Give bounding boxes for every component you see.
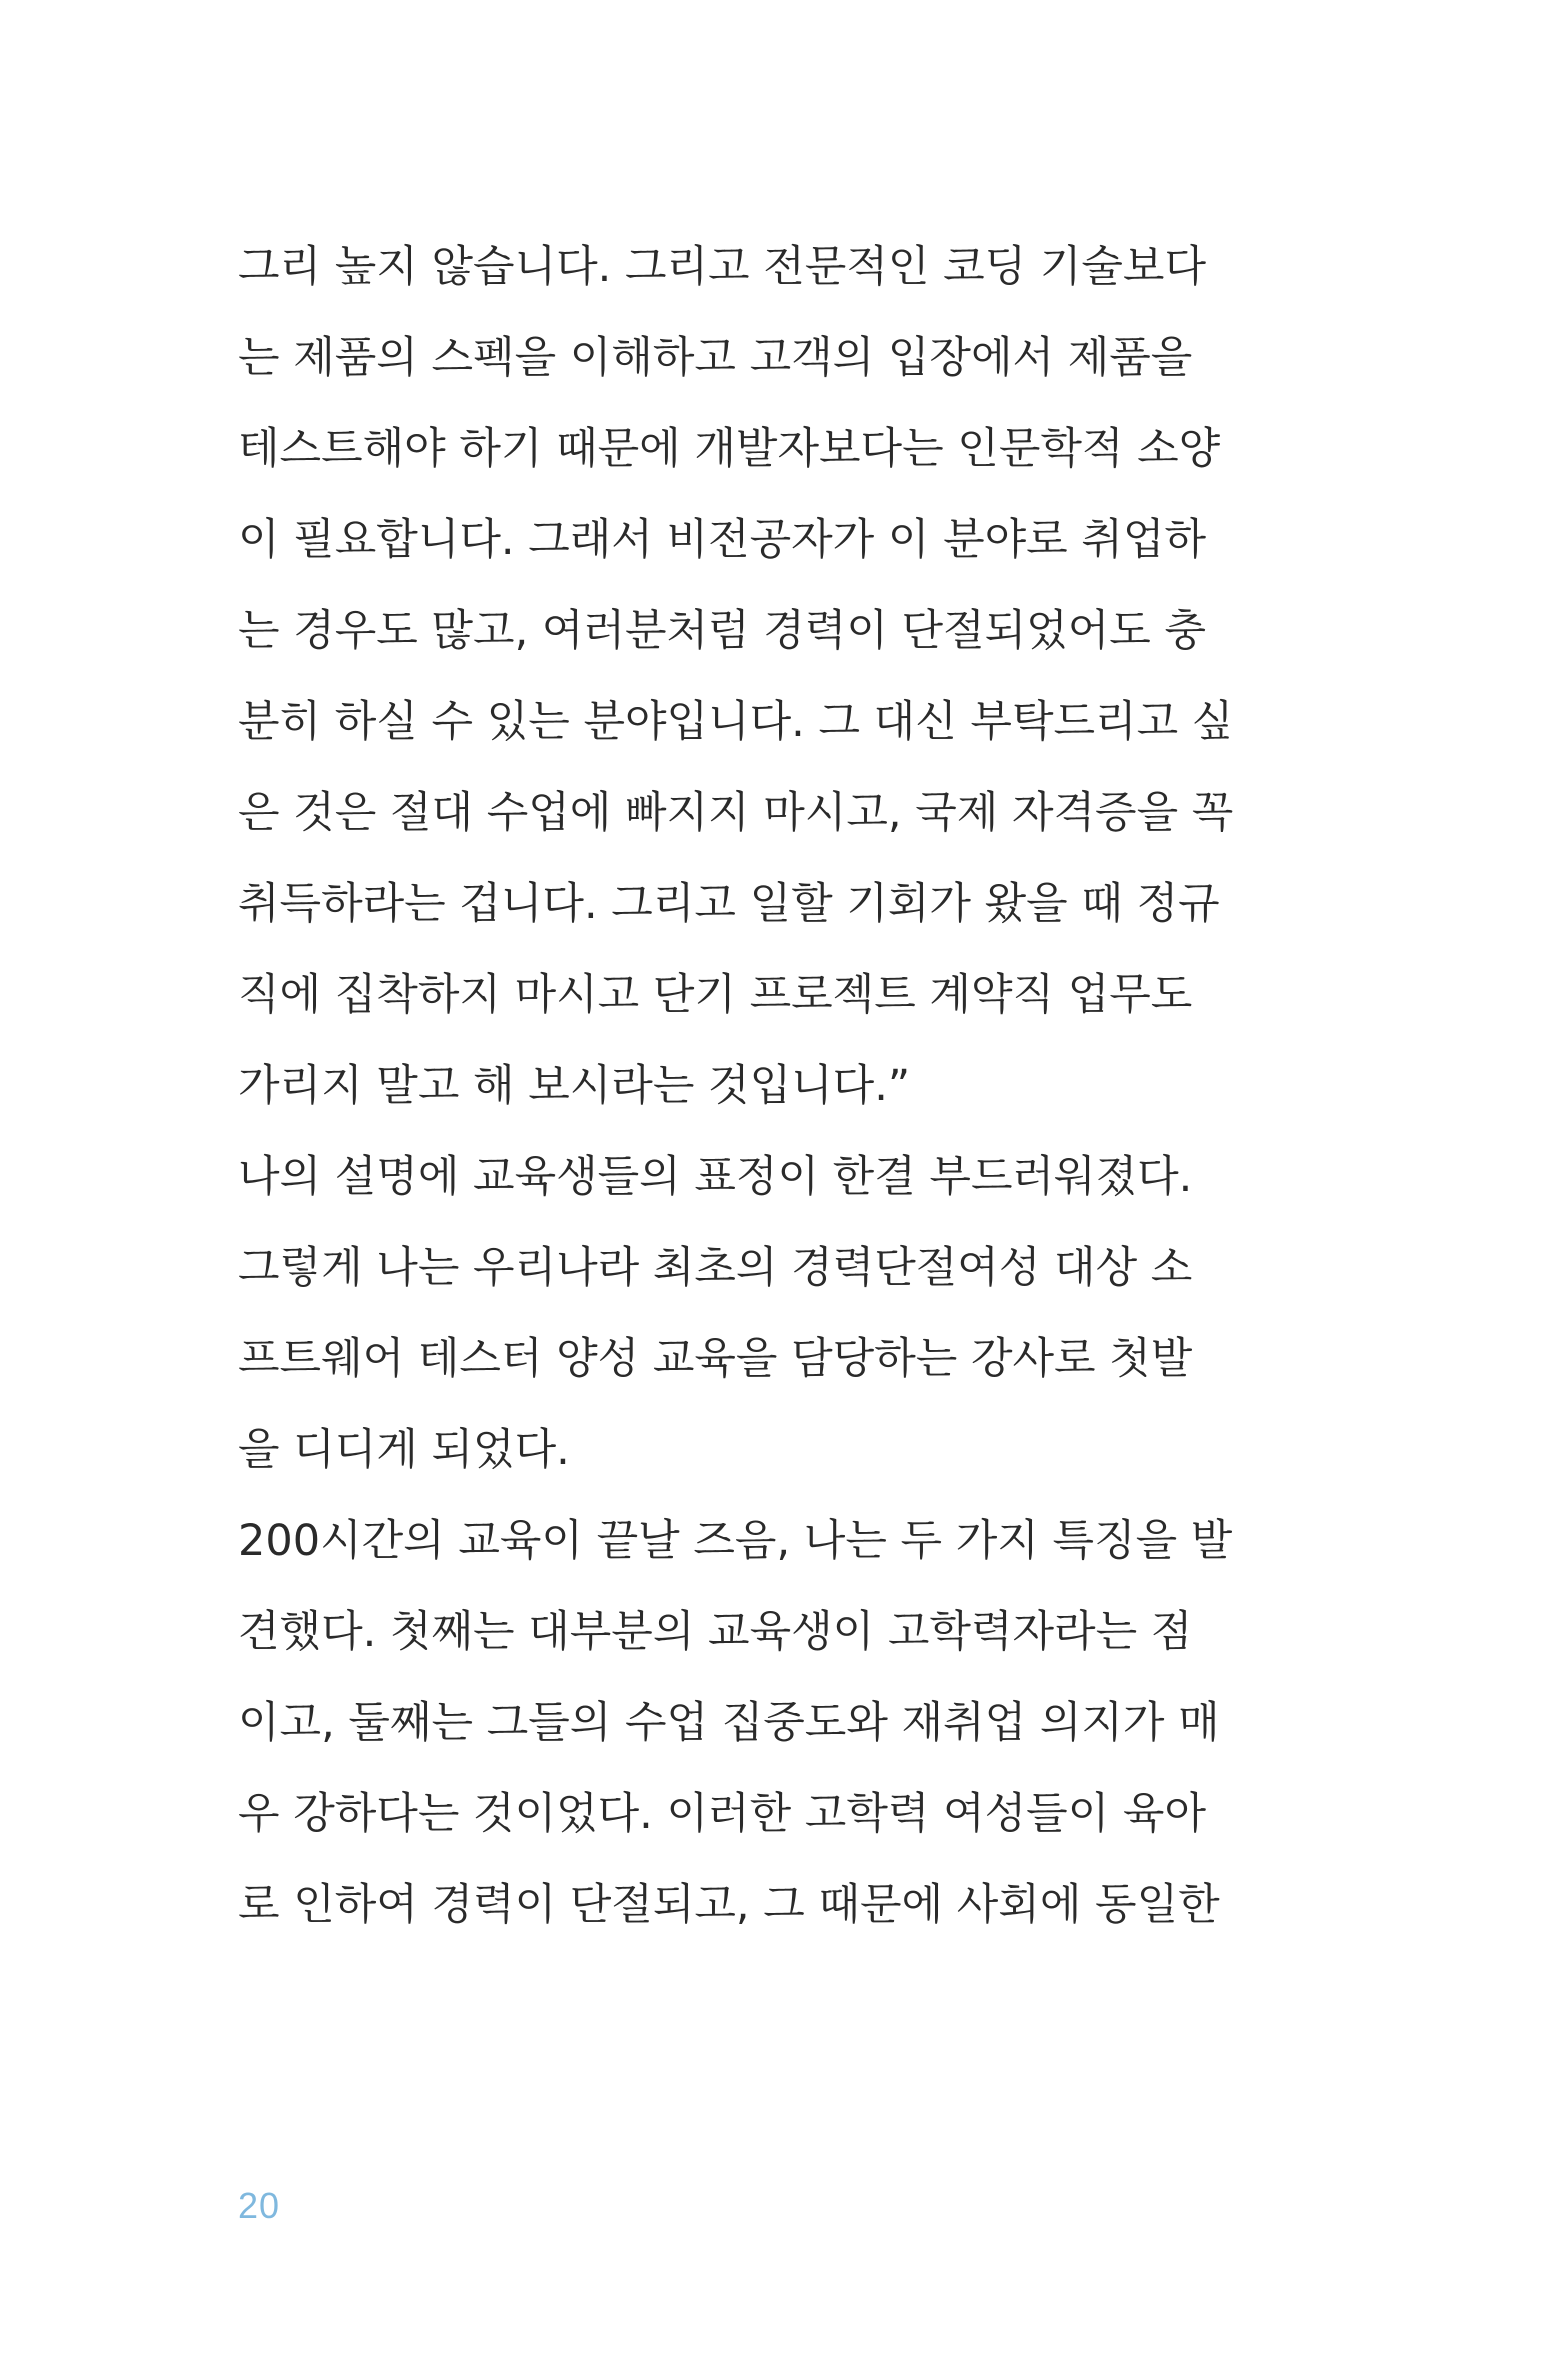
text-line: 취득하라는 겁니다. 그리고 일할 기회가 왔을 때 정규 [238, 879, 1220, 929]
body-text [238, 222, 1328, 1951]
text-line: 프트웨어 테스터 양성 교육을 담당하는 강사로 첫발 [238, 1334, 1193, 1384]
text-line: 이 필요합니다. 그래서 비전공자가 이 분야로 취업하 [238, 515, 1206, 565]
text-line: 로 인하여 경력이 단절되고, 그 때문에 사회에 동일한 [238, 1880, 1220, 1930]
text-line: 는 경우도 많고, 여러분처럼 경력이 단절되었어도 충 [238, 606, 1206, 656]
text-line: 직에 집착하지 마시고 단기 프로젝트 계약직 업무도 [238, 970, 1193, 1020]
text-line: 그렇게 나는 우리나라 최초의 경력단절여성 대상 소 [238, 1243, 1193, 1293]
text-line: 이고, 둘째는 그들의 수업 집중도와 재취업 의지가 매 [238, 1698, 1220, 1748]
text-line: 그리 높지 않습니다. 그리고 전문적인 코딩 기술보다 [238, 242, 1206, 292]
text-line: 테스트해야 하기 때문에 개발자보다는 인문학적 소양 [238, 424, 1221, 474]
text-line: 우 강하다는 것이었다. 이러한 고학력 여성들이 육아 [238, 1789, 1206, 1839]
text-line: 는 제품의 스펙을 이해하고 고객의 입장에서 제품을 [238, 333, 1193, 383]
text-line: 200시간의 교육이 끝날 즈음, 나는 두 가지 특징을 발 [238, 1516, 1233, 1566]
page-number: 20 [238, 2185, 281, 2226]
text-line: 나의 설명에 교육생들의 표정이 한결 부드러워졌다. [238, 1152, 1193, 1202]
text-line: 가리지 말고 해 보시라는 것입니다.” [238, 1061, 911, 1111]
text-line: 분히 하실 수 있는 분야입니다. 그 대신 부탁드리고 싶 [238, 697, 1234, 747]
text-line: 견했다. 첫째는 대부분의 교육생이 고학력자라는 점 [238, 1607, 1193, 1657]
text-line: 을 디디게 되었다. [238, 1425, 570, 1475]
text-line: 은 것은 절대 수업에 빠지지 마시고, 국제 자격증을 꼭 [238, 788, 1234, 838]
